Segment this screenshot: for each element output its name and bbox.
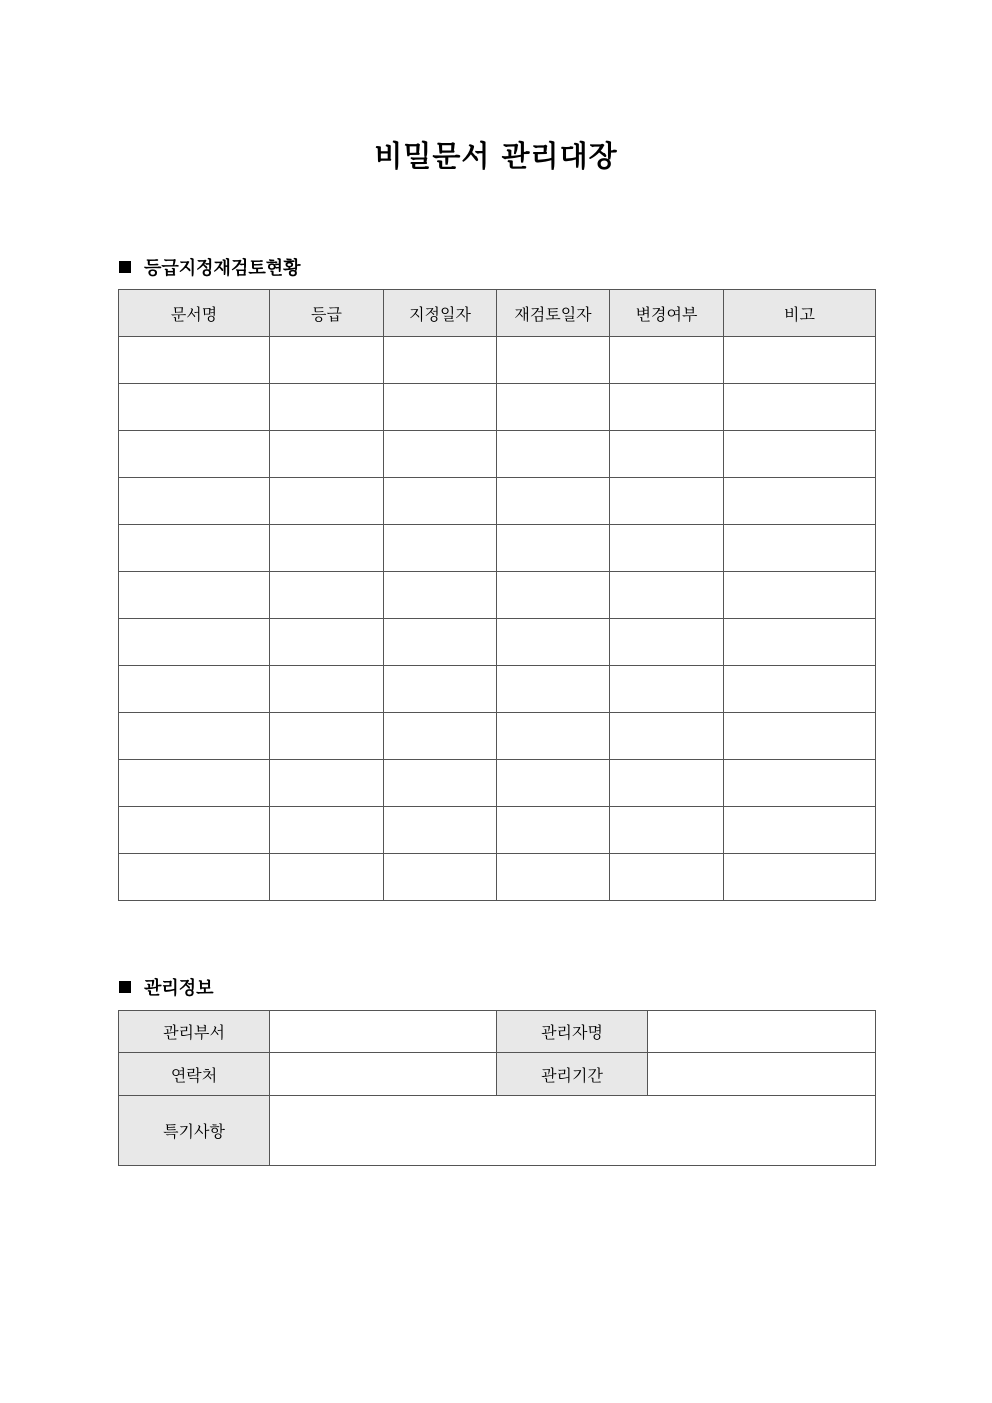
table-row: [119, 572, 876, 619]
table-cell[interactable]: [270, 337, 384, 384]
table-cell[interactable]: [497, 713, 610, 760]
table-cell[interactable]: [384, 854, 497, 901]
table-cell[interactable]: [270, 760, 384, 807]
table-cell[interactable]: [497, 337, 610, 384]
table-cell[interactable]: [724, 713, 876, 760]
table-cell[interactable]: [119, 525, 270, 572]
table-cell[interactable]: [384, 337, 497, 384]
table-cell[interactable]: [724, 431, 876, 478]
info-section-heading-text: 관리정보: [144, 978, 214, 999]
table-cell[interactable]: [497, 807, 610, 854]
table-cell[interactable]: [384, 713, 497, 760]
table-cell[interactable]: [119, 478, 270, 525]
table-cell[interactable]: [119, 807, 270, 854]
table-row: [119, 384, 876, 431]
table-cell[interactable]: [610, 572, 724, 619]
table-cell[interactable]: [119, 760, 270, 807]
period-field[interactable]: [648, 1053, 876, 1096]
contact-label: 연락처: [119, 1053, 270, 1096]
table-cell[interactable]: [610, 619, 724, 666]
table-row: [119, 760, 876, 807]
table-cell[interactable]: [610, 666, 724, 713]
table-cell[interactable]: [384, 478, 497, 525]
table-cell[interactable]: [270, 572, 384, 619]
table-cell[interactable]: [119, 431, 270, 478]
table-cell[interactable]: [497, 854, 610, 901]
table-cell[interactable]: [610, 478, 724, 525]
department-label: 관리부서: [119, 1011, 270, 1053]
table-row: [119, 619, 876, 666]
table-cell[interactable]: [724, 384, 876, 431]
table-header-row: [119, 290, 876, 337]
square-bullet-icon: [119, 261, 131, 273]
table-row: [119, 666, 876, 713]
remarks-label: 특기사항: [119, 1096, 270, 1166]
column-header-designation-date: 지정일자: [384, 290, 497, 337]
table-cell[interactable]: [119, 384, 270, 431]
manager-name-label: 관리자명: [497, 1011, 648, 1053]
table-cell[interactable]: [497, 572, 610, 619]
table-row: [119, 478, 876, 525]
table-cell[interactable]: [270, 619, 384, 666]
table-row: [119, 337, 876, 384]
contact-field[interactable]: [270, 1053, 497, 1096]
table-cell[interactable]: [119, 619, 270, 666]
column-header-doc-name: 문서명: [119, 290, 270, 337]
table-cell[interactable]: [497, 431, 610, 478]
table-cell[interactable]: [724, 525, 876, 572]
info-section-heading: [119, 974, 214, 1000]
column-header-remarks: 비고: [724, 290, 876, 337]
table-cell[interactable]: [384, 807, 497, 854]
table-cell[interactable]: [497, 666, 610, 713]
table-cell[interactable]: [270, 807, 384, 854]
table-cell[interactable]: [384, 431, 497, 478]
table-cell[interactable]: [384, 666, 497, 713]
table-cell[interactable]: [724, 478, 876, 525]
table-cell[interactable]: [384, 525, 497, 572]
table-cell[interactable]: [384, 384, 497, 431]
review-section-heading: [119, 254, 301, 280]
table-cell[interactable]: [497, 384, 610, 431]
period-label: 관리기간: [497, 1053, 648, 1096]
table-cell[interactable]: [119, 666, 270, 713]
table-cell[interactable]: [724, 337, 876, 384]
table-cell[interactable]: [119, 337, 270, 384]
table-cell[interactable]: [497, 619, 610, 666]
column-header-change-status: 변경여부: [610, 290, 724, 337]
document-title: 비밀문서 관리대장: [374, 139, 618, 173]
table-row: [119, 854, 876, 901]
table-cell[interactable]: [610, 431, 724, 478]
table-cell[interactable]: [724, 807, 876, 854]
column-header-grade: 등급: [270, 290, 384, 337]
department-field[interactable]: [270, 1011, 497, 1053]
review-section-heading-text: 등급지정재검토현황: [144, 258, 301, 279]
table-cell[interactable]: [724, 760, 876, 807]
column-header-review-date: 재검토일자: [497, 290, 610, 337]
table-cell[interactable]: [610, 384, 724, 431]
table-cell[interactable]: [610, 525, 724, 572]
table-cell[interactable]: [270, 854, 384, 901]
table-cell[interactable]: [384, 572, 497, 619]
table-cell[interactable]: [610, 713, 724, 760]
table-cell[interactable]: [270, 713, 384, 760]
table-cell[interactable]: [610, 337, 724, 384]
table-cell[interactable]: [610, 854, 724, 901]
table-cell[interactable]: [119, 713, 270, 760]
table-row: [119, 431, 876, 478]
table-cell[interactable]: [497, 525, 610, 572]
table-cell[interactable]: [724, 572, 876, 619]
table-cell[interactable]: [610, 807, 724, 854]
table-row: [119, 807, 876, 854]
table-row: [119, 525, 876, 572]
table-cell[interactable]: [270, 431, 384, 478]
table-cell[interactable]: [270, 384, 384, 431]
table-cell[interactable]: [497, 760, 610, 807]
management-info-table: [118, 1010, 876, 1166]
table-cell[interactable]: [119, 572, 270, 619]
table-cell[interactable]: [270, 478, 384, 525]
table-cell[interactable]: [610, 760, 724, 807]
table-cell[interactable]: [724, 619, 876, 666]
table-cell[interactable]: [724, 666, 876, 713]
table-cell[interactable]: [724, 854, 876, 901]
table-cell[interactable]: [270, 666, 384, 713]
remarks-field[interactable]: [270, 1096, 876, 1166]
table-cell[interactable]: [384, 619, 497, 666]
square-bullet-icon: [119, 981, 131, 993]
table-cell[interactable]: [270, 525, 384, 572]
table-cell[interactable]: [497, 478, 610, 525]
table-cell[interactable]: [119, 854, 270, 901]
manager-name-field[interactable]: [648, 1011, 876, 1053]
table-row: [119, 713, 876, 760]
table-cell[interactable]: [384, 760, 497, 807]
review-status-table: [118, 289, 876, 901]
